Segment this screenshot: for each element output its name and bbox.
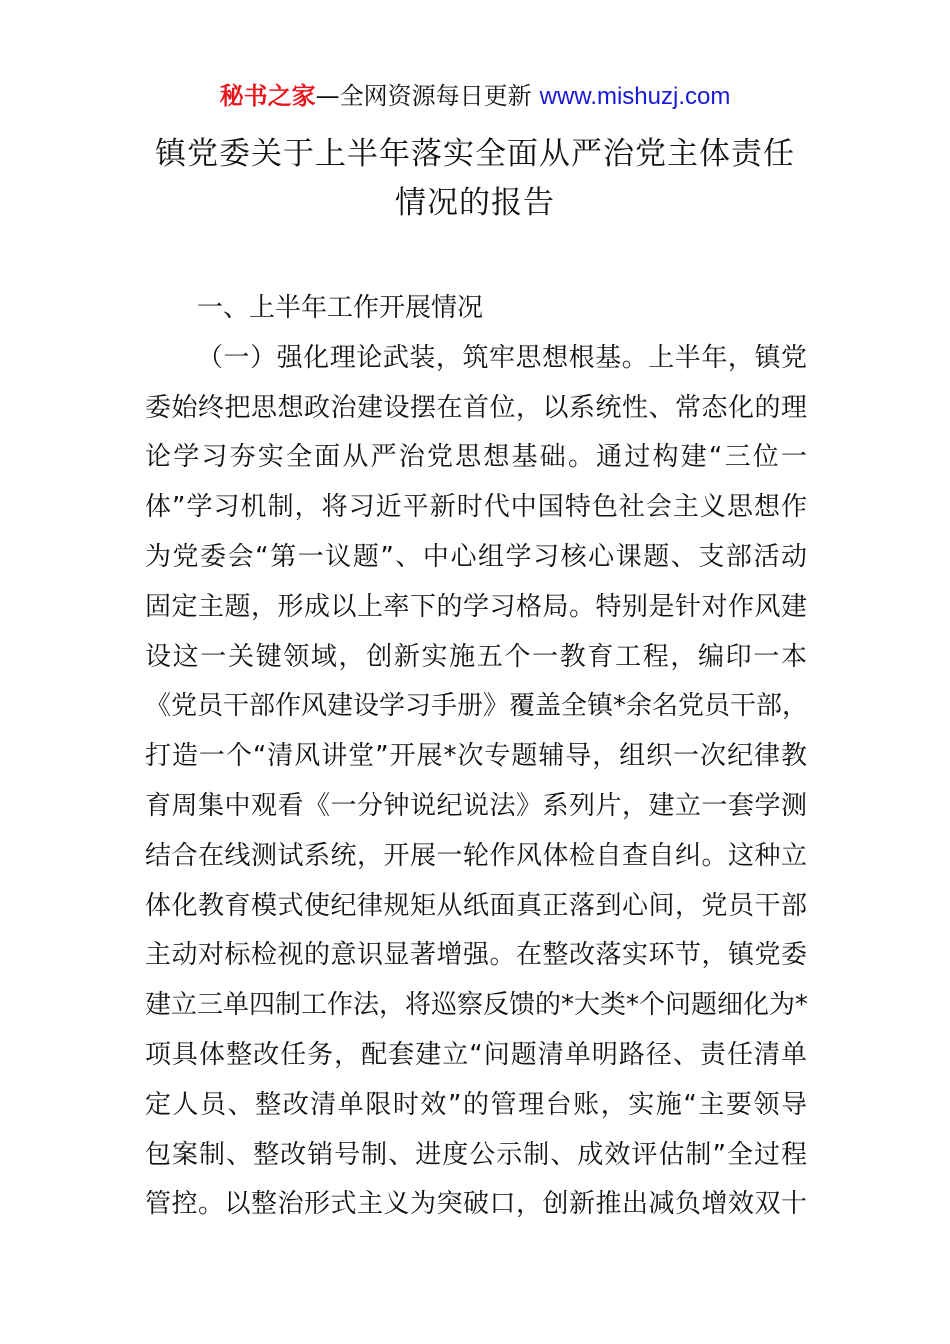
paragraph-line: 管控。以整治形式主义为突破口，创新推出减负增效双十 bbox=[145, 1189, 807, 1220]
site-name: 秘书之家 bbox=[219, 82, 316, 110]
document-body bbox=[145, 284, 820, 1230]
paragraph-line: 固定主题，形成以上率下的学习格局。特别是针对作风建 bbox=[145, 591, 807, 622]
paragraph-line: 《党员干部作风建设学习手册》覆盖全镇*余名党员干部， bbox=[145, 691, 809, 722]
paragraph-line: 主动对标检视的意识显著增强。在整改落实环节，镇党委 bbox=[145, 940, 807, 971]
paragraph-line: 定人员、整改清单限时效”的管理台账，实施“主要领导 bbox=[145, 1089, 807, 1120]
paragraph-line: 设这一关键领域，创新实施五个一教育工程，编印一本 bbox=[145, 641, 807, 672]
paragraph-line: 建立三单四制工作法，将巡察反馈的*大类*个问题细化为* bbox=[145, 990, 809, 1021]
document-title-line-2: 情况的报告 bbox=[395, 185, 555, 221]
site-header bbox=[0, 80, 950, 113]
paragraph-line: （一）强化理论武装，筑牢思想根基。上半年，镇党 bbox=[197, 342, 807, 373]
paragraph-line: 体”学习机制，将习近平新时代中国特色社会主义思想作 bbox=[145, 492, 807, 523]
paragraph-line: 打造一个“清风讲堂”开展*次专题辅导，组织一次纪律教 bbox=[145, 741, 807, 772]
site-url-link[interactable]: www.mishuzj.com bbox=[539, 83, 731, 110]
paragraph-line: 包案制、整改销号制、进度公示制、成效评估制”全过程 bbox=[145, 1139, 807, 1170]
paragraph-line: 体化教育模式使纪律规矩从纸面真正落到心间，党员干部 bbox=[145, 890, 807, 921]
paragraph-line: 育周集中观看《一分钟说纪说法》系列片，建立一套学测 bbox=[145, 790, 807, 821]
paragraph-line: 委始终把思想政治建设摆在首位，以系统性、常态化的理 bbox=[145, 392, 807, 423]
section-heading: 一、上半年工作开展情况 bbox=[197, 293, 484, 323]
paragraph-line: 为党委会“第一议题”、中心组学习核心课题、支部活动 bbox=[145, 541, 807, 572]
paragraph-line: 结合在线测试系统，开展一轮作风体检自查自纠。这种立 bbox=[145, 840, 807, 871]
paragraph-line: 论学习夯实全面从严治党思想基础。通过构建“三位一 bbox=[145, 442, 807, 473]
site-tagline: —全网资源每日更新 bbox=[315, 82, 532, 110]
document-title-line-1: 镇党委关于上半年落实全面从严治党主体责任 bbox=[155, 136, 795, 172]
paragraph-line: 项具体整改任务，配套建立“问题清单明路径、责任清单 bbox=[145, 1039, 807, 1070]
